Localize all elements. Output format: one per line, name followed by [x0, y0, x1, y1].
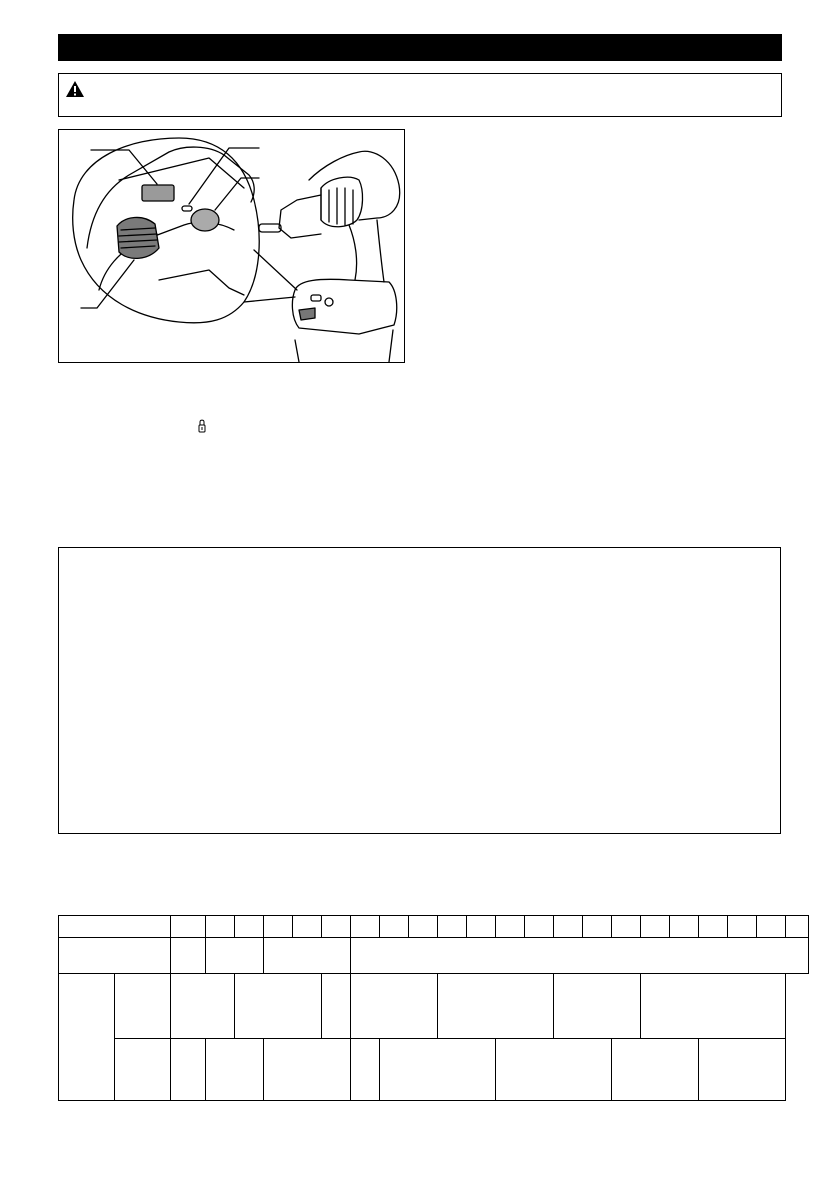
table-cell: [554, 974, 641, 1039]
table-cell: [612, 1039, 699, 1101]
spec-table: [58, 915, 809, 1101]
table-cell: [235, 974, 322, 1039]
table-cell: [115, 974, 171, 1039]
table-cell: [496, 1039, 612, 1101]
table-cell: [264, 916, 293, 938]
table-cell: [206, 938, 264, 974]
table-cell: [171, 916, 206, 938]
table-cell: [171, 974, 235, 1039]
table-cell: [612, 916, 641, 938]
table-cell: [438, 974, 554, 1039]
warning-triangle-icon: [65, 80, 85, 98]
table-cell: [699, 916, 728, 938]
table-cell: [59, 974, 115, 1101]
table-cell: [641, 974, 786, 1039]
table-cell: [554, 916, 583, 938]
note-box: [58, 547, 781, 834]
button-icon: [191, 209, 219, 231]
table-cell: [115, 1039, 171, 1101]
table-row: [59, 916, 809, 938]
table-cell: [264, 938, 351, 974]
dial-icon: [117, 217, 159, 258]
table-cell: [699, 1039, 786, 1101]
table-cell: [59, 916, 171, 938]
display-panel-icon: [142, 185, 174, 201]
table-cell: [206, 1039, 264, 1101]
indicator-lamp-icon: [182, 206, 192, 211]
table-cell: [293, 916, 322, 938]
table-cell: [409, 916, 438, 938]
lock-icon: [198, 418, 206, 434]
table-cell: [786, 916, 809, 938]
table-row: [59, 938, 809, 974]
table-cell: [171, 1039, 206, 1101]
table-cell: [641, 916, 670, 938]
table-cell: [670, 916, 699, 938]
table-cell: [351, 1039, 380, 1101]
table-cell: [235, 916, 264, 938]
section-header-bar: [58, 34, 782, 61]
table-cell: [351, 916, 380, 938]
table-cell: [322, 916, 351, 938]
table-cell: [467, 916, 496, 938]
table-cell: [525, 916, 554, 938]
table-cell: [59, 938, 171, 974]
table-cell: [322, 974, 351, 1039]
table-cell: [351, 974, 438, 1039]
table-cell: [438, 916, 467, 938]
table-cell: [380, 1039, 496, 1101]
table-cell: [380, 916, 409, 938]
figure-panel: [58, 129, 405, 363]
table-cell: [351, 938, 809, 974]
table-cell: [171, 938, 206, 974]
table-row: [59, 974, 809, 1039]
table-row: [59, 1039, 809, 1101]
table-cell: [496, 916, 525, 938]
table-cell: [583, 916, 612, 938]
table-cell: [264, 1039, 351, 1101]
table-cell: [728, 916, 757, 938]
drill-illustration: [59, 130, 404, 362]
table-cell: [206, 916, 235, 938]
drill-icon: [259, 151, 400, 362]
table-cell: [757, 916, 786, 938]
warning-box: [58, 73, 782, 117]
